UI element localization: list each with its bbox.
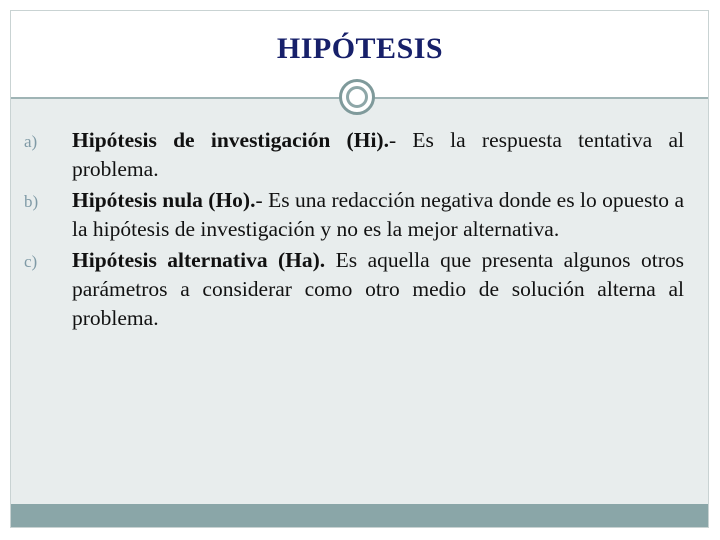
item-term: Hipótesis nula (Ho).	[72, 188, 256, 212]
list-item	[24, 186, 684, 244]
list-marker: a)	[24, 132, 38, 151]
list-marker: c)	[24, 252, 38, 271]
item-description: - Es una redacción negativa donde es lo opuesto a la hipótesis de investigación y no es la mejor alternativa.	[72, 188, 685, 241]
item-description: Es aquella que presenta algunos otros parámetros a considerar como otro medio de solución alterna al problema.	[72, 248, 684, 330]
page-title: HIPÓTESIS	[276, 32, 444, 65]
item-text	[72, 188, 684, 241]
item-text	[72, 248, 684, 330]
hypothesis-list	[24, 126, 684, 335]
item-term: Hipótesis de investigación (Hi).	[72, 128, 389, 152]
list-marker: b)	[24, 192, 39, 211]
list-item	[24, 246, 684, 333]
list-item	[24, 126, 684, 184]
item-text	[72, 128, 684, 181]
item-term: Hipótesis alternativa (Ha).	[72, 248, 326, 272]
item-description: - Es la respuesta tentativa al problema.	[72, 128, 684, 181]
